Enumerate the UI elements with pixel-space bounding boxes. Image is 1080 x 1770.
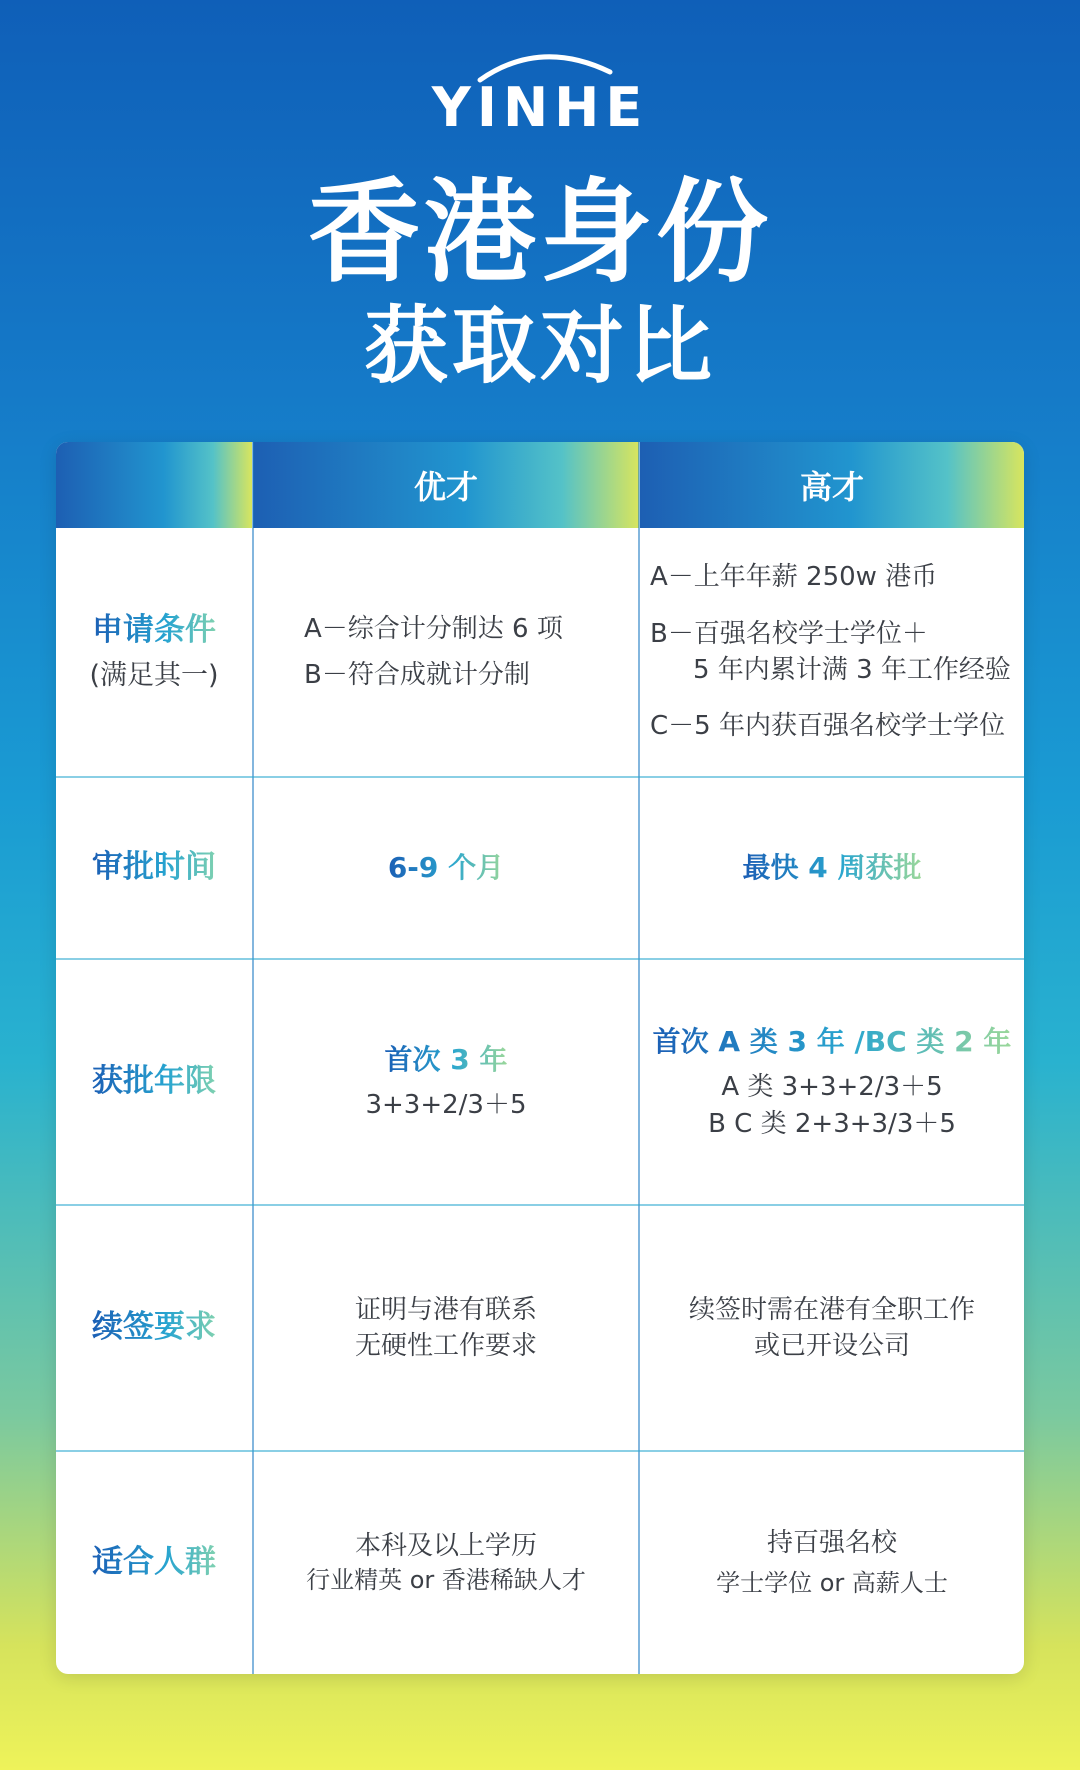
row-label-text: 获批年限 <box>92 1060 216 1103</box>
cell-approval-years-talent <box>254 960 638 1204</box>
first-visa-highlight: 首次 3 年 <box>385 1040 508 1079</box>
row-label-renewal-requirements <box>56 1206 252 1450</box>
cell-conditions-talent <box>304 528 634 776</box>
renewal-line: 或已开设公司 <box>753 1331 910 1361</box>
approval-time-value: 6-9 个月 <box>388 848 504 887</box>
header-corner-cell <box>56 442 252 528</box>
cell-approval-time-talent <box>254 778 638 958</box>
row-label-approval-time <box>56 778 252 958</box>
cell-suitable-talent <box>254 1452 638 1674</box>
row-label-application-conditions <box>56 528 252 776</box>
cell-suitable-top-talent <box>640 1452 1024 1674</box>
header-top-talent-pass: 高才 <box>640 442 1024 528</box>
header-talent-scheme: 优才 <box>253 442 639 528</box>
suitable-line: 持百强名校 <box>766 1528 897 1558</box>
suitable-line: 本科及以上学历 <box>354 1531 537 1561</box>
approval-time-value: 最快 4 周获批 <box>743 848 922 887</box>
condition-item: A－综合计分制达 6 项 <box>304 613 563 644</box>
page-subtitle: 获取对比 <box>363 297 716 395</box>
row-label-text: 适合人群 <box>92 1541 216 1584</box>
condition-item-continued: 5 年内累计满 3 年工作经验 <box>693 655 1011 685</box>
visa-pattern: 3+3+2/3＋5 <box>365 1090 527 1121</box>
cell-approval-time-top-talent <box>640 778 1024 958</box>
row-label-text: 申请条件 <box>92 609 216 652</box>
condition-item: C－5 年内获百强名校学士学位 <box>650 711 1005 742</box>
row-label-approval-years <box>56 960 252 1204</box>
renewal-line: 续签时需在港有全职工作 <box>688 1294 975 1325</box>
renewal-line: 无硬性工作要求 <box>354 1331 537 1361</box>
condition-item: B－百强名校学士学位＋ <box>650 618 928 649</box>
condition-item: A－上年年薪 250w 港币 <box>650 562 938 593</box>
suitable-line: 行业精英 or 香港稀缺人才 <box>306 1566 586 1595</box>
table-header-row <box>56 442 1024 528</box>
cell-approval-years-top-talent <box>640 960 1024 1204</box>
condition-item: B－符合成就计分制 <box>304 660 530 690</box>
cell-conditions-top-talent <box>650 528 1024 776</box>
first-visa-highlight: 首次 A 类 3 年 /BC 类 2 年 <box>653 1022 1012 1061</box>
suitable-line: 学士学位 or 高薪人士 <box>716 1569 948 1598</box>
row-label-text: 审批时间 <box>92 846 216 889</box>
visa-pattern: B C 类 2+3+3/3＋5 <box>708 1108 956 1139</box>
row-label-text: 续签要求 <box>92 1306 216 1349</box>
brand-logo-text: YINHE <box>431 76 649 139</box>
page-title: 香港身份 <box>308 168 772 298</box>
cell-renewal-talent <box>254 1206 638 1450</box>
row-label-suitable-people <box>56 1452 252 1674</box>
cell-renewal-top-talent <box>640 1206 1024 1450</box>
comparison-table <box>56 442 1024 1674</box>
row-label-subtext: (满足其一) <box>89 659 219 691</box>
visa-pattern: A 类 3+3+2/3＋5 <box>721 1072 943 1103</box>
renewal-line: 证明与港有联系 <box>354 1294 537 1325</box>
